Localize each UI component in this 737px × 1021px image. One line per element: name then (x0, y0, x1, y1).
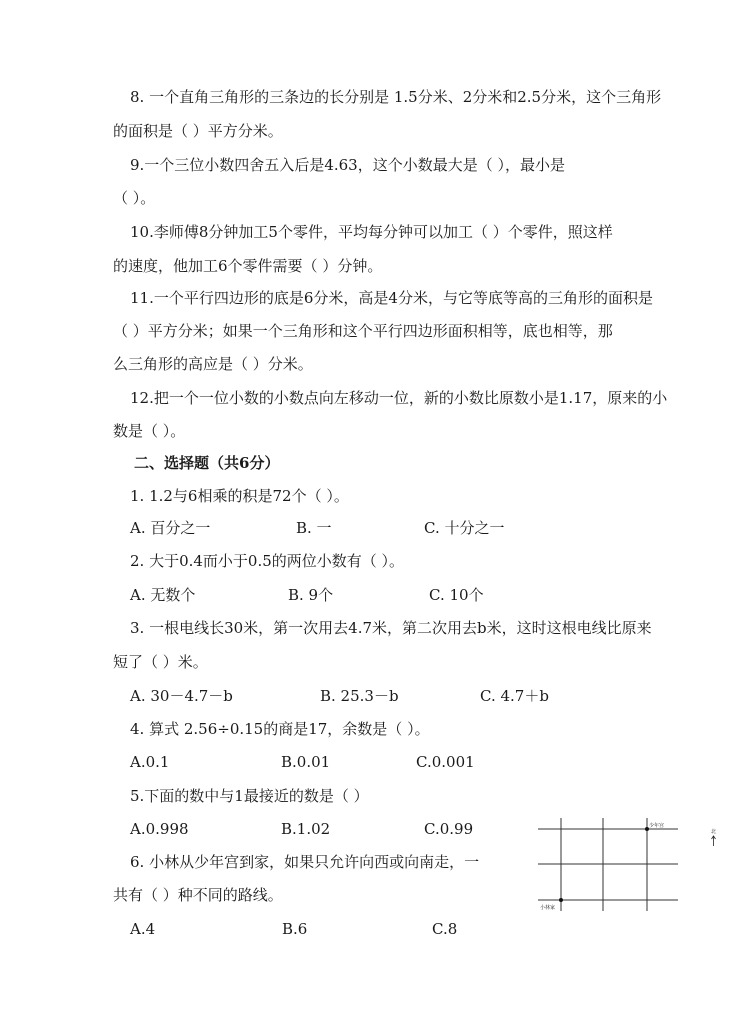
home-point (559, 898, 563, 902)
youth-palace-label: 少年宫 (649, 823, 665, 829)
choice-q3-option-b: B. 25.3－b (320, 687, 399, 705)
q9-line1: 9.一个三位小数四舍五入后是4.63，这个小数最大是（ ），最小是 (130, 156, 565, 174)
q11-line3: 么三角形的高应是（ ）分米。 (113, 355, 313, 373)
choice-q5-option-c: C.0.99 (424, 820, 474, 838)
choice-q6-option-a: A.4 (130, 920, 156, 938)
section-title: 二、选择题（共6分） (134, 454, 280, 472)
street-grid-map (528, 812, 728, 917)
grid-lines (538, 818, 678, 911)
q12-line1: 12.把一个一位小数的小数点向左移动一位，新的小数比原数小是1.17，原来的小 (130, 389, 668, 407)
choice-q6-option-b: B.6 (282, 920, 308, 938)
choice-q5-option-a: A.0.998 (130, 820, 189, 838)
choice-q4-option-c: C.0.001 (416, 753, 475, 771)
choice-q3-option-c: C. 4.7＋b (480, 687, 549, 705)
choice-q5-option-b: B.1.02 (281, 820, 331, 838)
choice-q3-stem2: 短了（ ）米。 (113, 653, 208, 671)
q11-line1: 11.一个平行四边形的底是6分米，高是4分米，与它等底等高的三角形的面积是 (130, 289, 653, 307)
q10-line1: 10.李师傅8分钟加工5个零件，平均每分钟可以加工（ ）个零件，照这样 (130, 223, 613, 241)
choice-q3-stem: 3. 一根电线长30米，第一次用去4.7米，第二次用去b米，这时这根电线比原来 (130, 619, 652, 637)
choice-q4-option-b: B.0.01 (281, 753, 331, 771)
choice-q2-option-c: C. 10个 (429, 586, 484, 604)
choice-q1-stem: 1. 1.2与6相乘的积是72个（ ）。 (130, 487, 349, 505)
q10-line2: 的速度，他加工6个零件需要（ ）分钟。 (113, 257, 383, 275)
q8-line1: 8. 一个直角三角形的三条边的长分别是 1.5分米、2分米和2.5分米，这个三角形 (130, 88, 662, 106)
q8-line2: 的面积是（ ）平方分米。 (113, 122, 283, 140)
north-arrow-icon (712, 836, 716, 846)
choice-q4-option-a: A.0.1 (130, 753, 170, 771)
choice-q6-stem2: 共有（ ）种不同的路线。 (113, 886, 283, 904)
choice-q1-option-a: A. 百分之一 (130, 519, 211, 537)
choice-q1-option-c: C. 十分之一 (424, 519, 505, 537)
home-label: 小林家 (540, 905, 556, 911)
north-label: 北 (711, 829, 717, 835)
q11-line2: （ ）平方分米；如果一个三角形和这个平行四边形面积相等，底也相等，那 (113, 322, 613, 340)
choice-q2-stem: 2. 大于0.4而小于0.5的两位小数有（ ）。 (130, 552, 405, 570)
choice-q6-option-c: C.8 (432, 920, 458, 938)
choice-q1-option-b: B. 一 (296, 519, 332, 537)
choice-q2-option-a: A. 无数个 (130, 586, 196, 604)
choice-q5-stem: 5.下面的数中与1最接近的数是（ ） (130, 787, 369, 805)
choice-q4-stem: 4. 算式 2.56÷0.15的商是17，余数是（ ）。 (130, 720, 430, 738)
q12-line2: 数是（ ）。 (113, 422, 186, 440)
choice-q2-option-b: B. 9个 (288, 586, 334, 604)
q9-line2: （ ）。 (113, 189, 156, 207)
choice-q3-option-a: A. 30－4.7－b (130, 687, 233, 705)
choice-q6-stem: 6. 小林从少年宫到家，如果只允许向西或向南走，一 (130, 853, 480, 871)
